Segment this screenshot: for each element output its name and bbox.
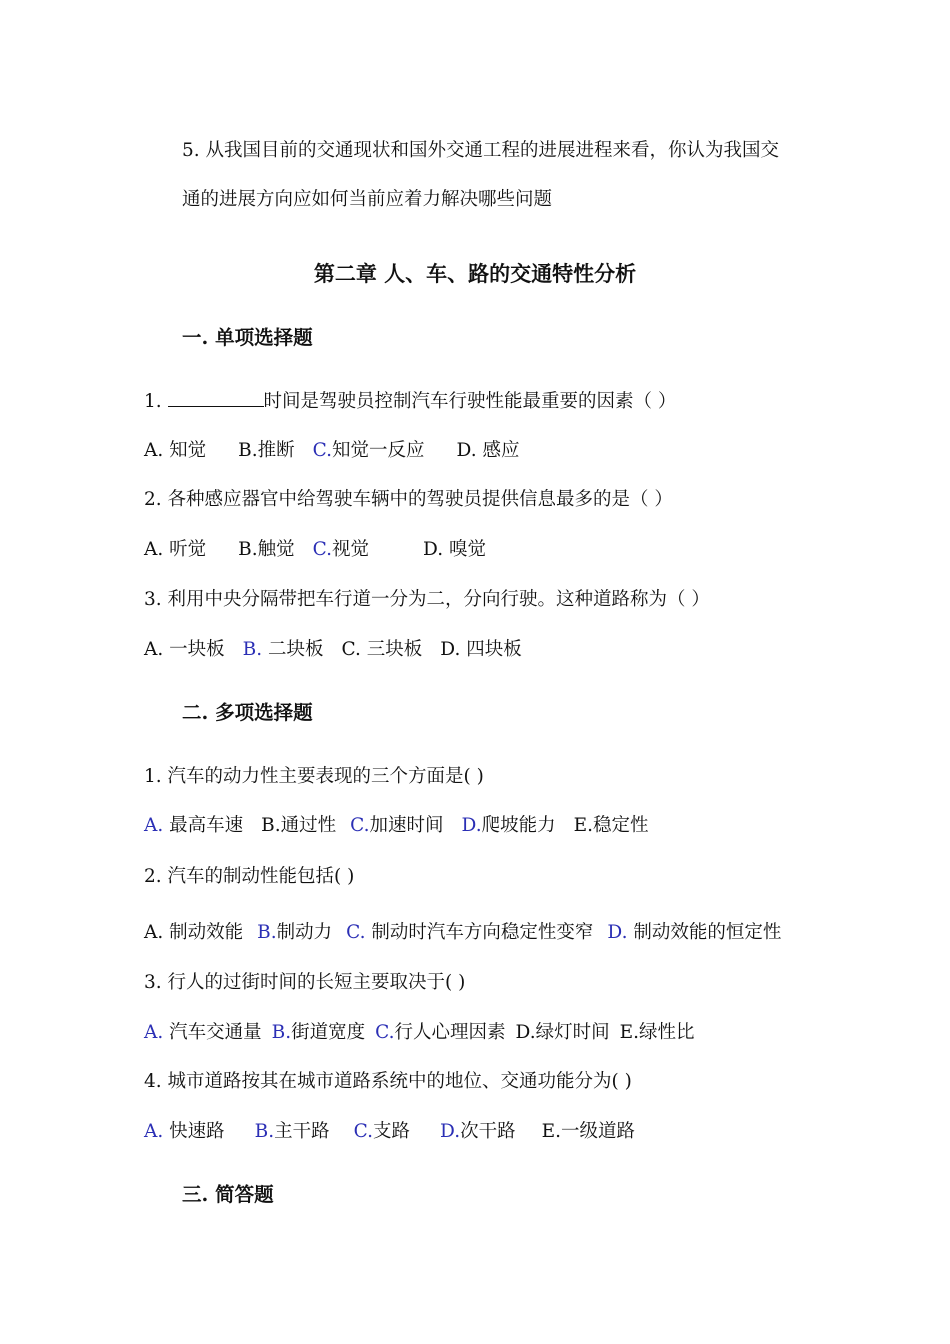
multi-question-1-options bbox=[144, 813, 649, 839]
option-b: B.通过性 bbox=[261, 815, 337, 836]
prev-question-5-line1: 5. 从我国目前的交通现状和国外交通工程的进展进程来看，你认为我国交 bbox=[182, 140, 780, 161]
multi-question-3: 3. 行人的过街时间的长短主要取决于( ) bbox=[144, 972, 466, 993]
option-c: 行人心理因素 bbox=[394, 1022, 506, 1043]
single-question-2: 2. 各种感应器官中给驾驶车辆中的驾驶员提供信息最多的是（ ） bbox=[144, 489, 673, 510]
option-a: A. 制动效能 bbox=[144, 922, 244, 943]
option-c: 视觉 bbox=[332, 539, 370, 560]
option-a: 汽车交通量 bbox=[163, 1022, 262, 1043]
option-c-letter: C. bbox=[346, 922, 366, 943]
option-d: D. 感应 bbox=[456, 440, 520, 461]
option-b: 街道宽度 bbox=[291, 1022, 366, 1043]
section-heading-single-choice: 一. 单项选择题 bbox=[182, 326, 313, 349]
option-b-letter: B. bbox=[242, 639, 263, 660]
multi-question-1: 1. 汽车的动力性主要表现的三个方面是( ) bbox=[144, 766, 484, 787]
option-b: B.推断 bbox=[238, 440, 295, 461]
option-d-letter: D. bbox=[461, 815, 482, 836]
option-b-letter: B. bbox=[254, 1121, 275, 1142]
option-c: C. 三块板 bbox=[341, 639, 423, 660]
option-c-letter: C. bbox=[353, 1121, 374, 1142]
option-b: 二块板 bbox=[262, 639, 324, 660]
multi-question-4: 4. 城市道路按其在城市道路系统中的地位、交通功能分为( ) bbox=[144, 1071, 632, 1092]
option-a: A. 知觉 bbox=[144, 440, 207, 461]
option-a-letter: A. bbox=[144, 1022, 164, 1043]
chapter-title: 第二章 人、车、路的交通特性分析 bbox=[313, 261, 637, 286]
multi-question-2-options bbox=[144, 920, 781, 946]
option-c-letter: C. bbox=[312, 440, 332, 461]
option-b: 制动力 bbox=[276, 922, 333, 943]
option-e: E.一级道路 bbox=[541, 1121, 636, 1142]
question-number: 1. bbox=[144, 391, 168, 412]
option-b: B.触觉 bbox=[238, 539, 295, 560]
option-c-letter: C. bbox=[312, 539, 332, 560]
option-e: E.绿性比 bbox=[619, 1022, 695, 1043]
option-b-letter: B. bbox=[271, 1022, 292, 1043]
option-e: E.稳定性 bbox=[573, 815, 649, 836]
option-d: D. 四块板 bbox=[440, 639, 522, 660]
option-a: A. 一块板 bbox=[144, 639, 225, 660]
single-question-2-options bbox=[144, 537, 486, 563]
option-a: 快速路 bbox=[163, 1121, 225, 1142]
option-a: A. 听觉 bbox=[144, 539, 207, 560]
option-d-letter: D. bbox=[440, 1121, 461, 1142]
multi-question-2: 2. 汽车的制动性能包括( ) bbox=[144, 866, 355, 887]
multi-question-4-options bbox=[144, 1119, 635, 1145]
option-d: D. 嗅觉 bbox=[423, 539, 486, 560]
option-c: 支路 bbox=[373, 1121, 411, 1142]
option-a-letter: A. bbox=[144, 815, 164, 836]
option-d-letter: D. bbox=[607, 922, 628, 943]
option-c: 知觉一反应 bbox=[332, 440, 425, 461]
single-question-3: 3. 利用中央分隔带把车行道一分为二，分向行驶。这种道路称为（ ） bbox=[144, 589, 710, 610]
option-c: 加速时间 bbox=[369, 815, 444, 836]
option-d: D.绿灯时间 bbox=[515, 1022, 610, 1043]
option-c-letter: C. bbox=[375, 1022, 395, 1043]
question-text: 时间是驾驶员控制汽车行驶性能最重要的因素（ ） bbox=[263, 391, 677, 412]
option-d: 次干路 bbox=[460, 1121, 516, 1142]
option-b-letter: B. bbox=[257, 922, 277, 943]
section-heading-multiple-choice: 二. 多项选择题 bbox=[182, 701, 313, 724]
fill-in-blank bbox=[168, 388, 264, 407]
option-d: 爬坡能力 bbox=[481, 815, 556, 836]
section-heading-short-answer: 三. 简答题 bbox=[182, 1183, 274, 1206]
prev-question-5-line2: 通的进展方向应如何当前应着力解决哪些问题 bbox=[182, 189, 553, 210]
option-b: 主干路 bbox=[274, 1121, 330, 1142]
option-c: 制动时汽车方向稳定性变窄 bbox=[365, 922, 594, 943]
single-question-1 bbox=[144, 388, 676, 415]
option-a-letter: A. bbox=[144, 1121, 164, 1142]
single-question-1-options bbox=[144, 438, 519, 464]
option-c-letter: C. bbox=[350, 815, 370, 836]
option-d: 制动效能的恒定性 bbox=[627, 922, 782, 943]
option-a: 最高车速 bbox=[163, 815, 244, 836]
multi-question-3-options bbox=[144, 1020, 695, 1046]
single-question-3-options bbox=[144, 637, 522, 663]
